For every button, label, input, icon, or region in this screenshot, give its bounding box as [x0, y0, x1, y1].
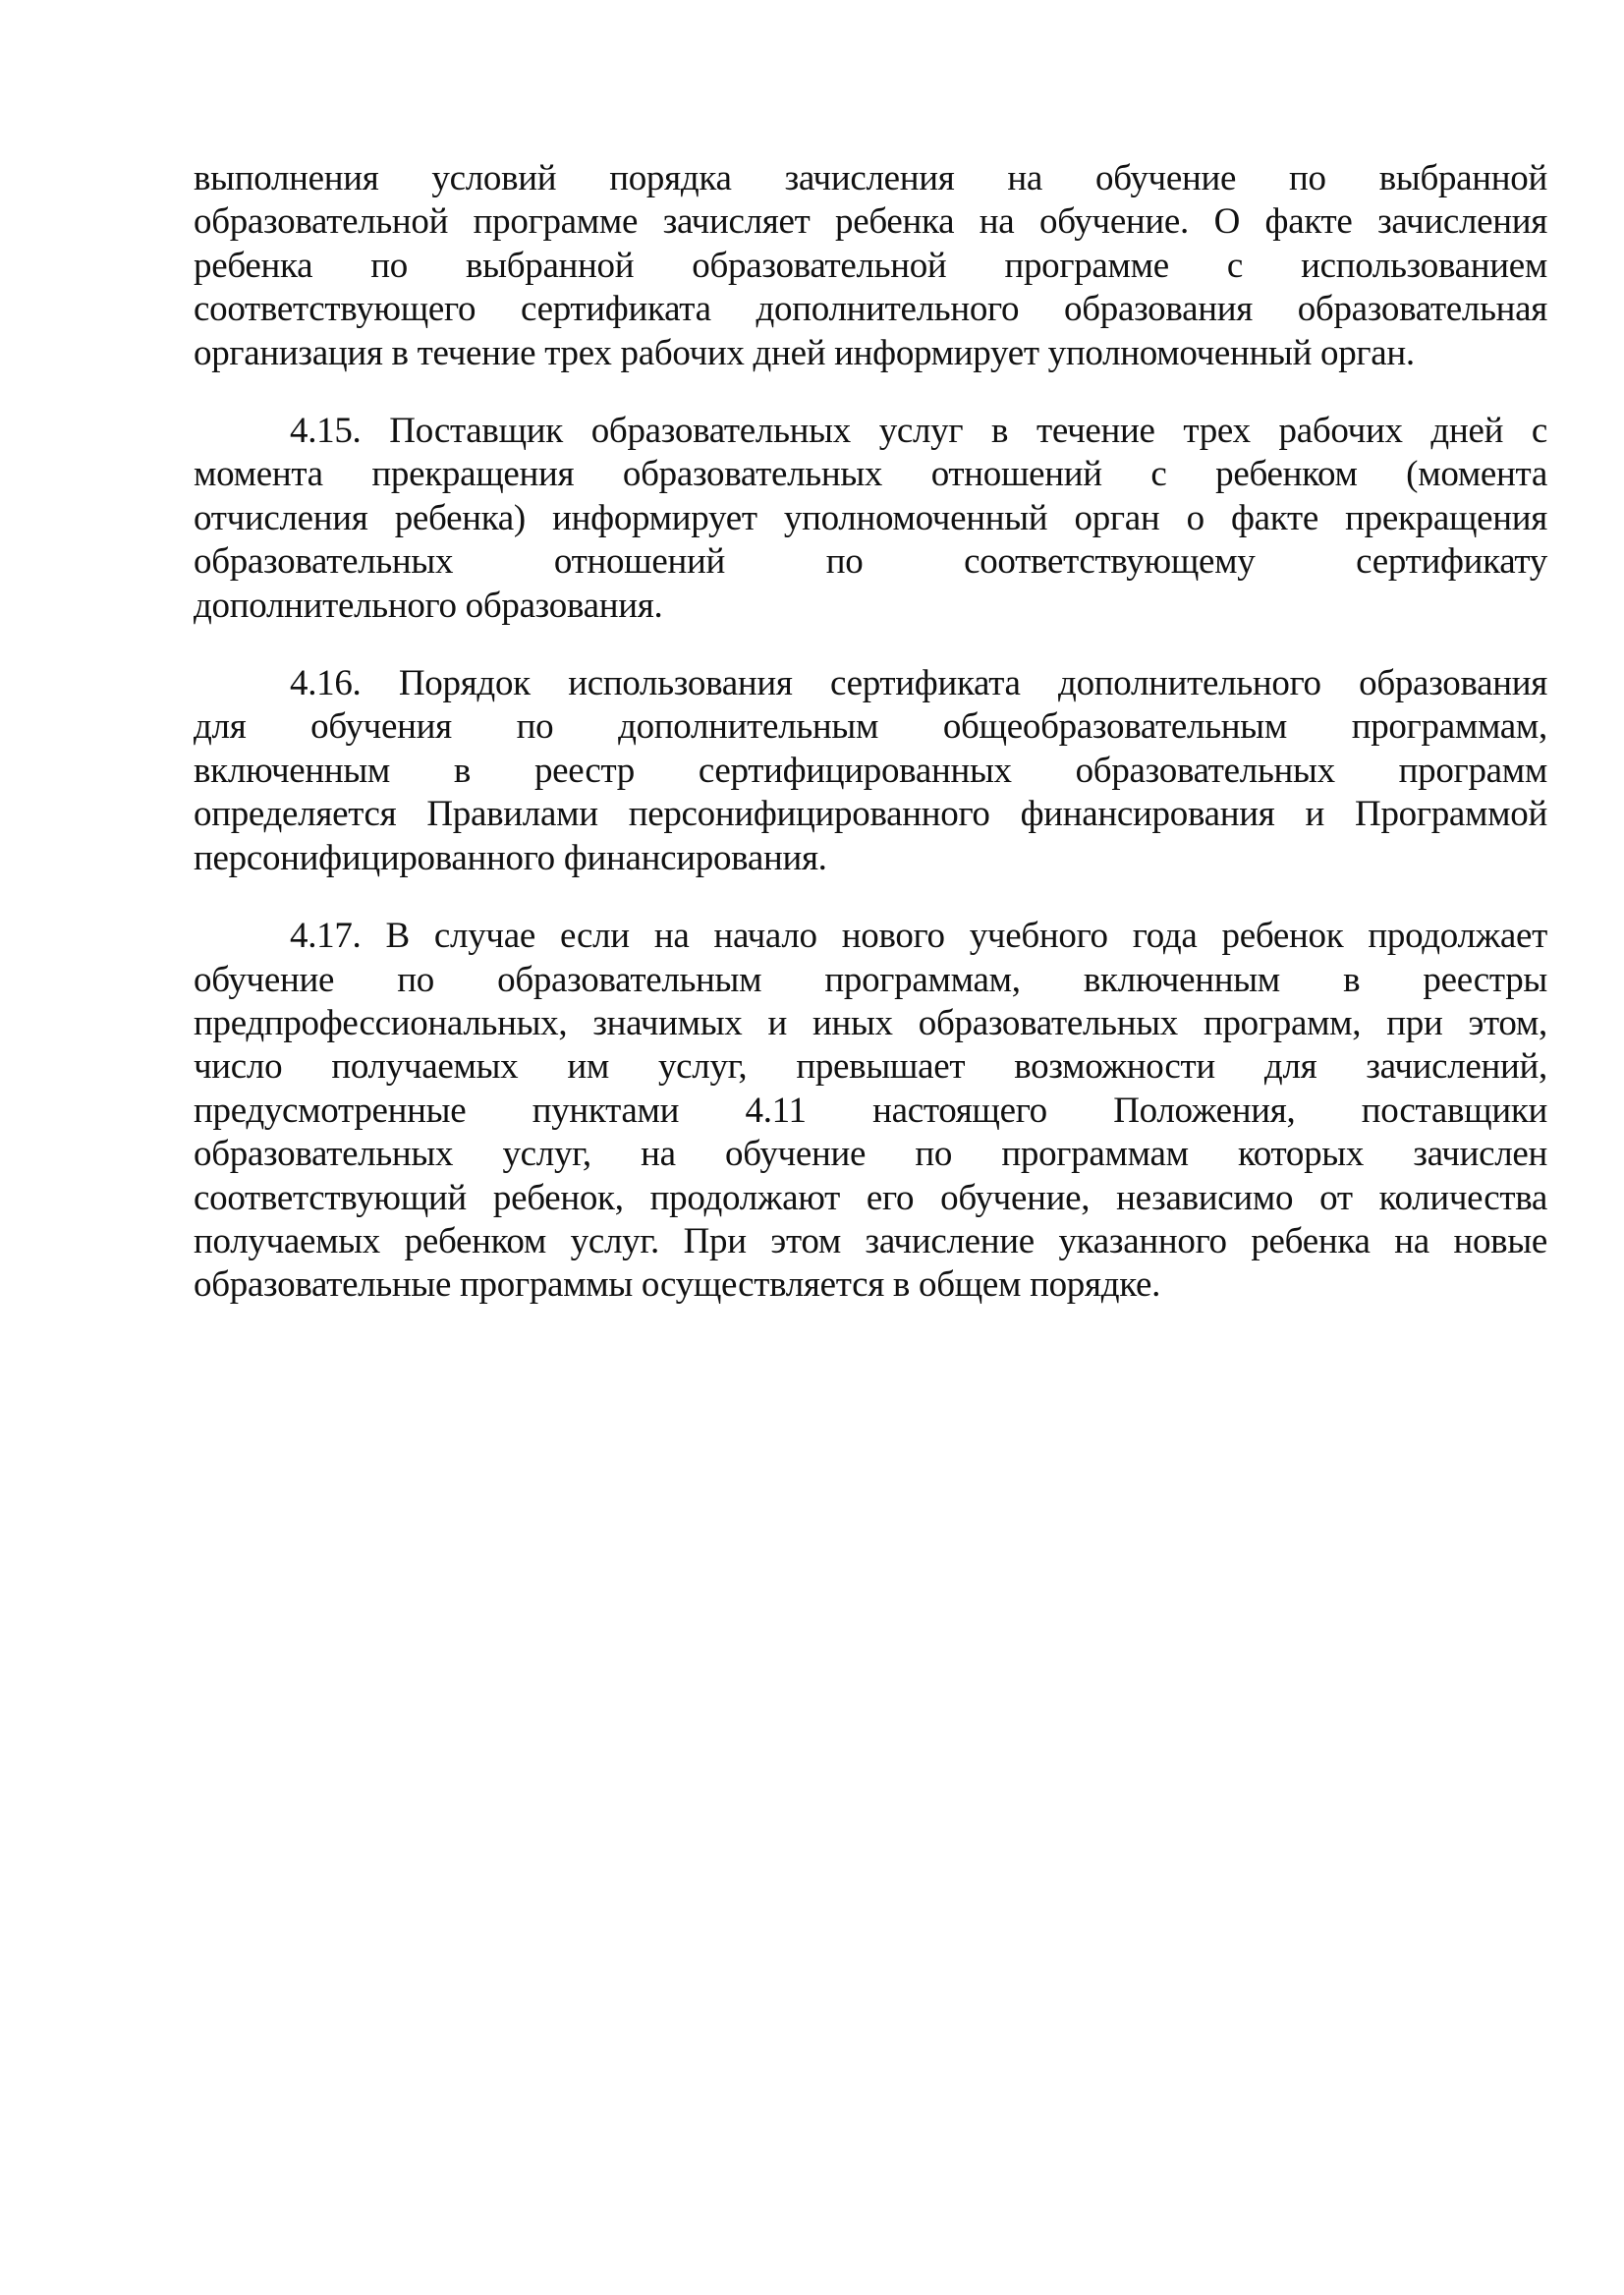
- document-page: [194, 157, 1547, 1342]
- text-line: отчисления ребенка) информирует уполномоченный орган о факте прекращения: [194, 497, 1547, 538]
- text-line: для обучения по дополнительным общеобразовательным программам,: [194, 706, 1547, 748]
- text-line: образовательной программе зачисляет ребенка на обучение. О факте зачисления: [194, 201, 1547, 243]
- text-line: момента прекращения образовательных отношений с ребенком (момента: [194, 454, 1547, 495]
- text-line: число получаемых им услуг, превышает возможности для зачислений,: [194, 1046, 1547, 1088]
- text-line: включенным в реестр сертифицированных образовательных программ: [194, 750, 1547, 791]
- text-line: предпрофессиональных, значимых и иных образовательных программ, при этом,: [194, 1002, 1547, 1043]
- text-line: дополнительного образования.: [194, 585, 663, 626]
- text-line: 4.16. Порядок использования сертификата дополнительного образования: [290, 663, 1547, 704]
- text-line: образовательных услуг, на обучение по программам которых зачислен: [194, 1134, 1547, 1175]
- text-line: получаемых ребенком услуг. При этом зачисление указанного ребенка на новые: [194, 1220, 1547, 1261]
- text-line: ребенка по выбранной образовательной программе с использованием: [194, 245, 1547, 286]
- text-line: соответствующего сертификата дополнительного образования образовательная: [194, 289, 1547, 330]
- text-line: персонифицированного финансирования.: [194, 837, 827, 878]
- text-line: образовательных отношений по соответствующему сертификату: [194, 541, 1547, 583]
- text-line: 4.17. В случае если на начало нового учебного года ребенок продолжает: [290, 916, 1547, 957]
- text-line: выполнения условий порядка зачисления на обучение по выбранной: [194, 158, 1547, 198]
- paragraph-4-16: [194, 662, 1547, 880]
- paragraph-continuation: [194, 157, 1547, 375]
- text-line: определяется Правилами персонифицированного финансирования и Программой: [194, 794, 1547, 835]
- text-line: организация в течение трех рабочих дней информирует уполномоченный орган.: [194, 332, 1415, 373]
- paragraph-4-17: [194, 915, 1547, 1308]
- paragraph-4-15: [194, 410, 1547, 628]
- text-line: соответствующий ребенок, продолжают его обучение, независимо от количества: [194, 1177, 1547, 1218]
- text-line: предусмотренные пунктами 4.11 настоящего Положения, поставщики: [194, 1090, 1547, 1131]
- text-line: обучение по образовательным программам, включенным в реестры: [194, 959, 1547, 1000]
- text-line: образовательные программы осуществляется в общем порядке.: [194, 1264, 1161, 1306]
- text-line: 4.15. Поставщик образовательных услуг в течение трех рабочих дней с: [290, 411, 1547, 452]
